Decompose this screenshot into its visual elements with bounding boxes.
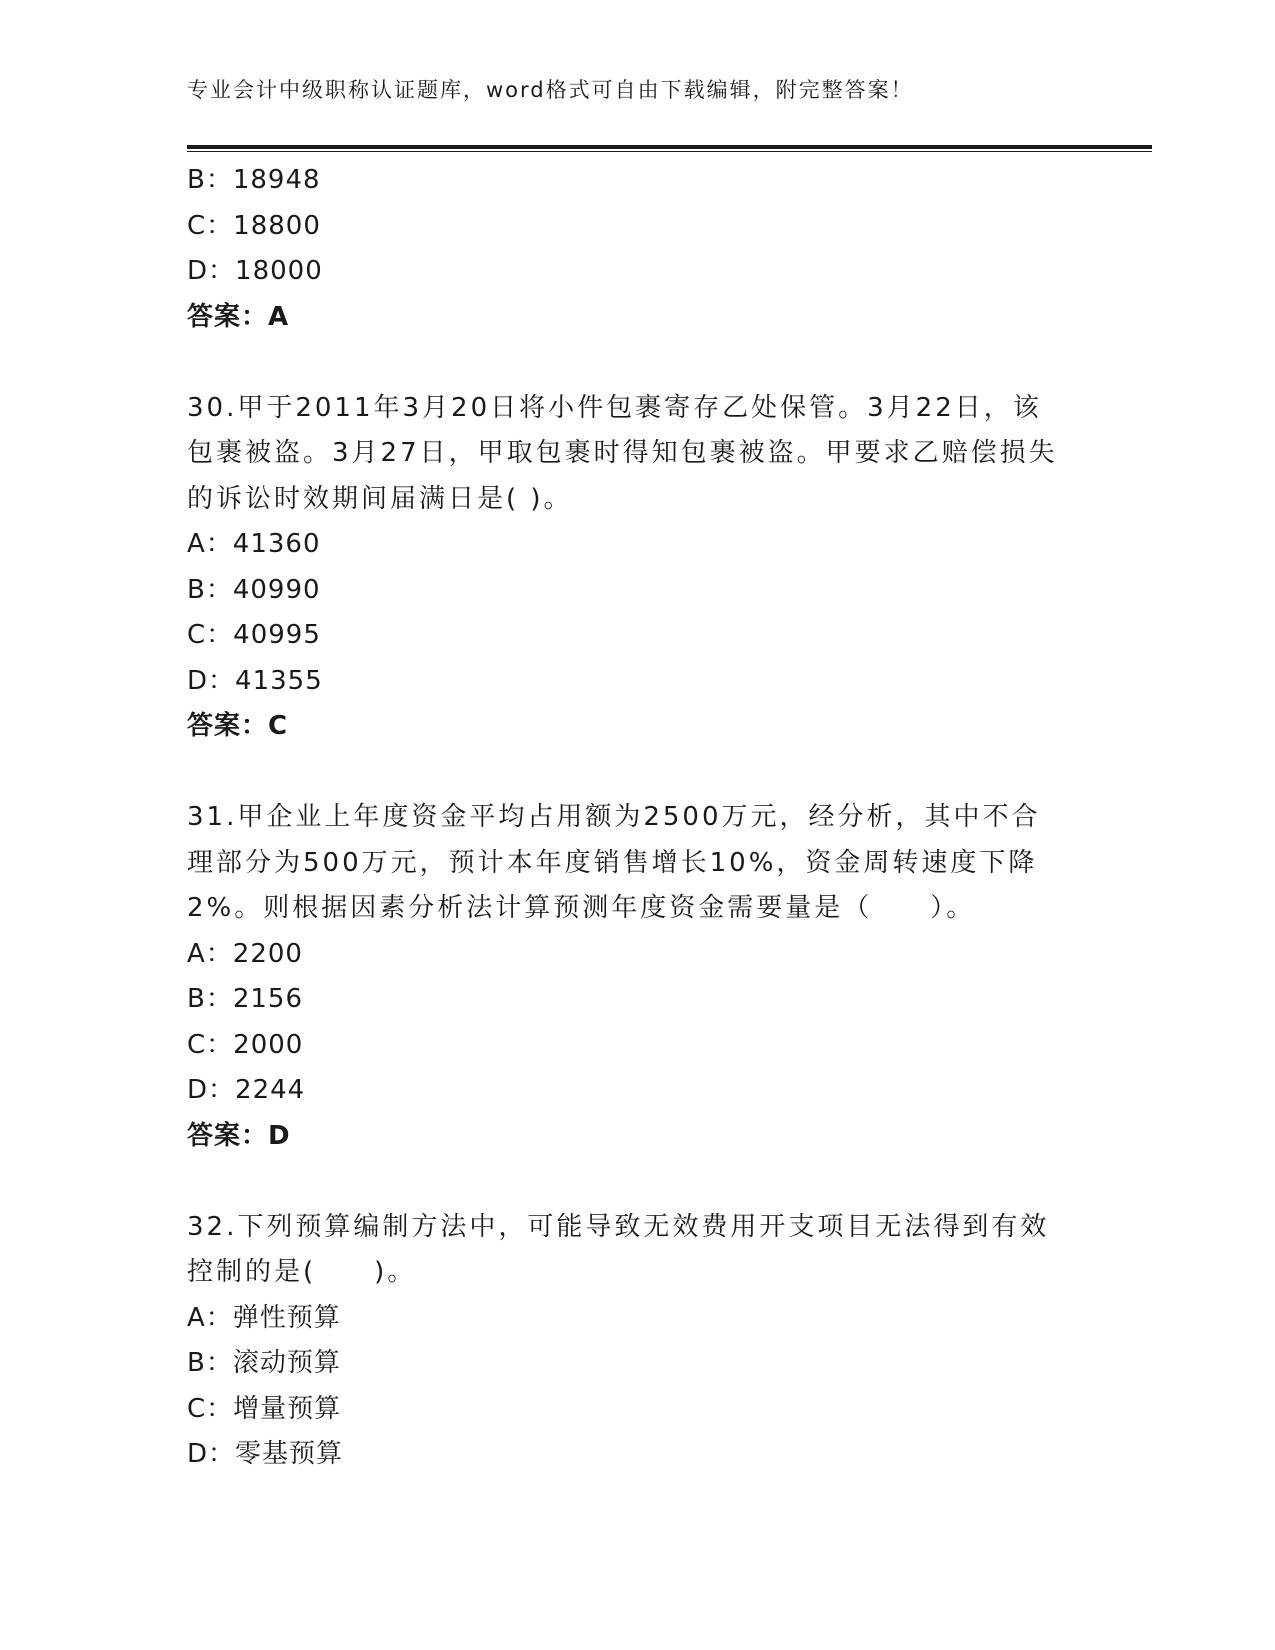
option-c: C：增量预算: [187, 1393, 342, 1424]
option-d: D：41355: [187, 665, 323, 696]
option-c: C：2000: [187, 1029, 304, 1060]
option-b: B：2156: [187, 984, 304, 1014]
question-stem: 31.甲企业上年度资金平均占用额为2500万元，经分析，其中不合理部分为500万元，预计本年度销售增长10%，资金周转速度下降2%。则根据因素分析法计算预测年度资金需要量是（ ）。: [187, 802, 1041, 923]
question-stem: 30.甲于2011年3月20日将小件包裹寄存乙处保管。3月22日，该包裹被盗。3月27日，甲取包裹时得知包裹被盗。甲要求乙赔偿损失的诉讼时效期间届满日是( )。: [187, 392, 1058, 514]
option-b: B：40990: [187, 574, 321, 605]
answer-line: 答案：D: [187, 1120, 291, 1151]
answer-line: 答案：C: [187, 711, 289, 741]
option-c: C：18800: [187, 210, 321, 241]
header-rule-thin: [187, 151, 1152, 152]
answer-line: 答案：A: [187, 301, 290, 332]
option-d: D：2244: [187, 1075, 306, 1105]
option-c: C：40995: [187, 620, 321, 650]
option-b: B：18948: [187, 165, 321, 195]
page-header: 专业会计中级职称认证题库，word格式可自由下载编辑，附完整答案！: [187, 78, 914, 102]
header-rule-thick: [187, 145, 1152, 149]
option-a: A：弹性预算: [187, 1302, 341, 1333]
option-d: D：零基预算: [187, 1439, 344, 1469]
option-d: D：18000: [187, 256, 323, 286]
option-a: A：2200: [187, 938, 303, 969]
option-b: B：滚动预算: [187, 1348, 341, 1378]
option-a: A：41360: [187, 529, 321, 559]
document-body: [187, 158, 1077, 1478]
question-stem: 32.下列预算编制方法中，可能导致无效费用开支项目无法得到有效控制的是( )。: [187, 1211, 1050, 1287]
